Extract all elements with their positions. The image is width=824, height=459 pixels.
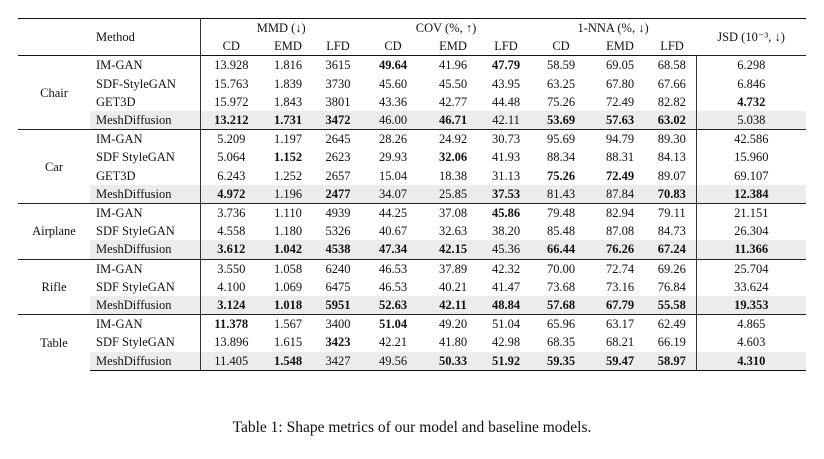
- best-value: 67.24: [657, 242, 686, 257]
- value-cell: 1.197: [262, 130, 314, 149]
- best-value: 5951: [325, 298, 351, 313]
- best-value: 50.33: [438, 353, 468, 368]
- value-cell: [424, 240, 482, 259]
- best-value: 51.92: [491, 353, 521, 368]
- value-cell: 42.77: [438, 94, 468, 109]
- best-value: 42.15: [438, 242, 468, 257]
- subcol-header: CD: [530, 37, 592, 56]
- value-cell: 31.13: [491, 168, 521, 183]
- best-value: 75.26: [546, 168, 576, 183]
- table-row: [18, 75, 806, 93]
- best-value: 42.11: [439, 298, 467, 313]
- value-cell: 30.73: [482, 130, 530, 149]
- value-cell: [592, 352, 648, 371]
- value-cell: 26.304: [734, 224, 769, 239]
- best-value: 1.152: [273, 150, 303, 165]
- subcol-header: LFD: [648, 37, 696, 56]
- value-cell: 67.66: [648, 75, 696, 93]
- value-cell: 82.94: [592, 204, 648, 223]
- value-cell: 46.53: [362, 259, 424, 278]
- value-cell: 45.36: [482, 240, 530, 259]
- table-caption: Table 1: Shape metrics of our model and baseline models.: [232, 419, 592, 436]
- group-header-cov: COV (%, ↑): [362, 19, 530, 38]
- value-cell: 6240: [314, 259, 362, 278]
- method-cell: SDF StyleGAN: [90, 278, 200, 296]
- value-cell: [648, 185, 696, 204]
- value-cell: 25.704: [696, 259, 806, 278]
- value-cell: 63.25: [546, 76, 576, 91]
- best-value: 70.83: [657, 186, 686, 201]
- value-cell: 15.972: [214, 94, 249, 109]
- value-cell: 87.08: [605, 224, 635, 239]
- table-row: [18, 315, 806, 334]
- best-value: 47.34: [378, 242, 408, 257]
- value-cell: 66.19: [648, 333, 696, 351]
- value-cell: 28.26: [362, 130, 424, 149]
- value-cell: [530, 352, 592, 371]
- table-row: [18, 352, 806, 371]
- best-value: 51.04: [378, 317, 408, 332]
- value-cell: 72.49: [605, 94, 635, 109]
- value-cell: 4.100: [217, 279, 246, 294]
- best-value: 32.06: [438, 150, 468, 165]
- method-cell: MeshDiffusion: [90, 185, 200, 204]
- table-row: [18, 148, 806, 166]
- value-cell: 1.839: [273, 76, 303, 91]
- category-label: Rifle: [18, 259, 90, 315]
- best-value: 52.63: [378, 298, 408, 313]
- value-cell: 72.74: [592, 259, 648, 278]
- value-cell: [200, 111, 262, 130]
- value-cell: [482, 352, 530, 371]
- best-value: 4.732: [737, 94, 766, 109]
- value-cell: 79.11: [648, 204, 696, 223]
- subcol-header: EMD: [424, 37, 482, 56]
- value-cell: [530, 111, 592, 130]
- value-cell: 42.98: [491, 335, 521, 350]
- value-cell: [314, 296, 362, 315]
- value-cell: 65.96: [530, 315, 592, 334]
- best-value: 59.47: [605, 353, 635, 368]
- method-cell: SDF StyleGAN: [90, 148, 200, 166]
- value-cell: 5326: [325, 224, 351, 239]
- best-value: 72.49: [605, 168, 635, 183]
- value-cell: [648, 240, 696, 259]
- value-cell: 15.960: [734, 150, 769, 165]
- value-cell: [696, 352, 806, 371]
- table-row: [18, 111, 806, 130]
- value-cell: 41.47: [491, 279, 521, 294]
- subcol-header: CD: [362, 37, 424, 56]
- jsd-header: JSD (10⁻³, ↓): [696, 19, 806, 56]
- value-cell: 63.17: [592, 315, 648, 334]
- value-cell: 41.80: [438, 335, 468, 350]
- best-value: 57.68: [546, 298, 576, 313]
- category-label: Airplane: [18, 204, 90, 260]
- best-value: 1.731: [273, 113, 303, 128]
- group-header-1nna: 1-NNA (%, ↓): [530, 19, 696, 38]
- value-cell: 3801: [325, 94, 351, 109]
- best-value: 67.79: [605, 298, 635, 313]
- value-cell: [592, 167, 648, 185]
- table-row: [18, 222, 806, 240]
- method-cell: IM-GAN: [90, 259, 200, 278]
- value-cell: 46.53: [378, 279, 408, 294]
- best-value: 37.53: [491, 186, 521, 201]
- value-cell: [424, 296, 482, 315]
- table-row: [18, 333, 806, 351]
- value-cell: 89.07: [648, 167, 696, 185]
- value-cell: 41.96: [424, 56, 482, 75]
- value-cell: [530, 240, 592, 259]
- value-cell: 68.35: [546, 335, 576, 350]
- value-cell: 1.069: [273, 279, 303, 294]
- value-cell: 42.32: [482, 259, 530, 278]
- method-cell: IM-GAN: [90, 204, 200, 223]
- value-cell: 37.89: [424, 259, 482, 278]
- best-value: 19.353: [734, 298, 769, 313]
- value-cell: 2657: [325, 168, 351, 183]
- value-cell: 45.50: [438, 76, 468, 91]
- best-value: 4.972: [217, 186, 246, 201]
- value-cell: 1.196: [262, 185, 314, 204]
- best-value: 13.212: [214, 113, 249, 128]
- method-cell: SDF StyleGAN: [90, 333, 200, 351]
- best-value: 1.042: [273, 242, 303, 257]
- value-cell: 4939: [314, 204, 362, 223]
- value-cell: 3400: [314, 315, 362, 334]
- value-cell: 24.92: [424, 130, 482, 149]
- table-row: [18, 240, 806, 259]
- value-cell: 5.038: [696, 111, 806, 130]
- value-cell: 51.04: [482, 315, 530, 334]
- value-cell: 13.896: [214, 335, 249, 350]
- table-row: [18, 185, 806, 204]
- value-cell: [362, 315, 424, 334]
- value-cell: [696, 240, 806, 259]
- value-cell: 3.550: [200, 259, 262, 278]
- best-value: 4538: [325, 242, 351, 257]
- header-row-groups: [18, 19, 806, 38]
- best-value: 49.64: [378, 58, 408, 73]
- best-value: 57.63: [605, 113, 635, 128]
- value-cell: 4.603: [737, 335, 766, 350]
- value-cell: 5.209: [200, 130, 262, 149]
- subcol-header: EMD: [592, 37, 648, 56]
- value-cell: [314, 333, 362, 351]
- best-value: 46.71: [438, 113, 468, 128]
- best-value: 1.018: [273, 298, 303, 313]
- value-cell: 88.34: [546, 150, 576, 165]
- best-value: 47.79: [491, 58, 521, 73]
- value-cell: 84.73: [648, 222, 696, 240]
- subcol-header: CD: [200, 37, 262, 56]
- subcol-header: LFD: [314, 37, 362, 56]
- method-cell: GET3D: [90, 167, 200, 185]
- value-cell: [200, 185, 262, 204]
- value-cell: 4.558: [217, 224, 246, 239]
- table-row: [18, 56, 806, 75]
- value-cell: [530, 296, 592, 315]
- value-cell: 89.30: [648, 130, 696, 149]
- category-label: Chair: [18, 56, 90, 130]
- value-cell: 1.110: [262, 204, 314, 223]
- method-cell: MeshDiffusion: [90, 240, 200, 259]
- value-cell: 34.07: [362, 185, 424, 204]
- value-cell: 2623: [325, 150, 351, 165]
- best-value: 55.58: [657, 298, 686, 313]
- value-cell: [262, 148, 314, 166]
- best-value: 63.02: [657, 113, 686, 128]
- value-cell: [262, 111, 314, 130]
- value-cell: [314, 240, 362, 259]
- value-cell: 44.25: [362, 204, 424, 223]
- value-cell: 33.624: [734, 279, 769, 294]
- value-cell: [362, 56, 424, 75]
- value-cell: 95.69: [530, 130, 592, 149]
- value-cell: [362, 240, 424, 259]
- best-value: 53.69: [546, 113, 576, 128]
- value-cell: 1.567: [262, 315, 314, 334]
- value-cell: 42.21: [378, 335, 408, 350]
- value-cell: 46.00: [362, 111, 424, 130]
- value-cell: 79.48: [530, 204, 592, 223]
- value-cell: [696, 93, 806, 111]
- value-cell: 69.26: [648, 259, 696, 278]
- value-cell: 38.20: [491, 224, 521, 239]
- value-cell: [482, 56, 530, 75]
- category-label: Car: [18, 130, 90, 204]
- value-cell: 3.736: [200, 204, 262, 223]
- best-value: 3.124: [217, 298, 246, 313]
- value-cell: [424, 352, 482, 371]
- value-cell: 6.298: [696, 56, 806, 75]
- method-cell: IM-GAN: [90, 315, 200, 334]
- value-cell: 41.93: [491, 150, 521, 165]
- value-cell: [648, 296, 696, 315]
- value-cell: [262, 240, 314, 259]
- method-cell: MeshDiffusion: [90, 296, 200, 315]
- value-cell: 21.151: [696, 204, 806, 223]
- value-cell: 1.843: [273, 94, 303, 109]
- method-cell: IM-GAN: [90, 56, 200, 75]
- value-cell: [362, 296, 424, 315]
- best-value: 11.378: [214, 317, 249, 332]
- value-cell: 84.13: [648, 148, 696, 166]
- value-cell: [592, 240, 648, 259]
- value-cell: 73.16: [605, 279, 635, 294]
- best-value: 58.97: [657, 353, 686, 368]
- value-cell: 45.60: [378, 76, 408, 91]
- table-row: [18, 259, 806, 278]
- table-row: [18, 167, 806, 185]
- value-cell: 62.49: [648, 315, 696, 334]
- value-cell: [424, 148, 482, 166]
- value-cell: [262, 296, 314, 315]
- value-cell: [482, 296, 530, 315]
- best-value: 2477: [325, 186, 351, 201]
- method-cell: MeshDiffusion: [90, 352, 200, 371]
- value-cell: 42.11: [482, 111, 530, 130]
- subcol-header: LFD: [482, 37, 530, 56]
- value-cell: 13.928: [200, 56, 262, 75]
- value-cell: [482, 204, 530, 223]
- value-cell: 58.59: [530, 56, 592, 75]
- best-value: 48.84: [491, 298, 521, 313]
- value-cell: 68.58: [648, 56, 696, 75]
- value-cell: [696, 296, 806, 315]
- value-cell: [696, 185, 806, 204]
- value-cell: [314, 111, 362, 130]
- method-cell: SDF-StyleGAN: [90, 75, 200, 93]
- value-cell: 69.05: [592, 56, 648, 75]
- category-label: Table: [18, 315, 90, 371]
- value-cell: 25.85: [424, 185, 482, 204]
- value-cell: 1.058: [262, 259, 314, 278]
- best-value: 4.310: [737, 353, 766, 368]
- value-cell: 88.31: [605, 150, 635, 165]
- value-cell: 43.36: [378, 94, 408, 109]
- value-cell: 3427: [314, 352, 362, 371]
- best-value: 45.86: [491, 206, 521, 221]
- value-cell: 76.84: [648, 278, 696, 296]
- group-header-mmd: MMD (↓): [200, 19, 362, 38]
- method-cell: GET3D: [90, 93, 200, 111]
- value-cell: 40.67: [378, 224, 408, 239]
- value-cell: 49.56: [362, 352, 424, 371]
- table-row: [18, 296, 806, 315]
- value-cell: [592, 111, 648, 130]
- value-cell: 4.865: [696, 315, 806, 334]
- method-cell: MeshDiffusion: [90, 111, 200, 130]
- value-cell: [648, 111, 696, 130]
- shape-metrics-table: [18, 18, 806, 371]
- best-value: 12.384: [734, 186, 769, 201]
- value-cell: 94.79: [592, 130, 648, 149]
- value-cell: [482, 185, 530, 204]
- value-cell: 15.763: [214, 76, 249, 91]
- value-cell: [530, 167, 592, 185]
- value-cell: 49.20: [424, 315, 482, 334]
- table-row: [18, 204, 806, 223]
- value-cell: 3615: [314, 56, 362, 75]
- method-cell: SDF StyleGAN: [90, 222, 200, 240]
- value-cell: 2645: [314, 130, 362, 149]
- best-value: 3472: [325, 113, 351, 128]
- value-cell: 81.43: [530, 185, 592, 204]
- value-cell: 43.95: [491, 76, 521, 91]
- best-value: 11.366: [734, 242, 769, 257]
- value-cell: 40.21: [438, 279, 468, 294]
- value-cell: 29.93: [378, 150, 408, 165]
- value-cell: 1.816: [262, 56, 314, 75]
- value-cell: 44.48: [491, 94, 521, 109]
- value-cell: 70.00: [530, 259, 592, 278]
- value-cell: 15.04: [378, 168, 408, 183]
- value-cell: 37.08: [424, 204, 482, 223]
- method-header: Method: [90, 19, 200, 56]
- table-row: [18, 130, 806, 149]
- value-cell: 1.252: [273, 168, 303, 183]
- value-cell: 82.82: [648, 93, 696, 111]
- value-cell: 69.107: [734, 168, 769, 183]
- value-cell: [314, 185, 362, 204]
- value-cell: [200, 240, 262, 259]
- value-cell: 6475: [325, 279, 351, 294]
- value-cell: [424, 111, 482, 130]
- value-cell: [592, 296, 648, 315]
- value-cell: [200, 315, 262, 334]
- value-cell: 85.48: [546, 224, 576, 239]
- value-cell: 67.80: [605, 76, 635, 91]
- table-row: [18, 93, 806, 111]
- table-row: [18, 278, 806, 296]
- value-cell: 73.68: [546, 279, 576, 294]
- value-cell: 18.38: [438, 168, 468, 183]
- best-value: 66.44: [546, 242, 576, 257]
- best-value: 3.612: [217, 242, 246, 257]
- value-cell: 11.405: [200, 352, 262, 371]
- best-value: 76.26: [605, 242, 635, 257]
- value-cell: 5.064: [217, 150, 246, 165]
- value-cell: 1.180: [273, 224, 303, 239]
- value-cell: 42.586: [696, 130, 806, 149]
- value-cell: 75.26: [546, 94, 576, 109]
- value-cell: 32.63: [438, 224, 468, 239]
- method-cell: IM-GAN: [90, 130, 200, 149]
- value-cell: [648, 352, 696, 371]
- best-value: 59.35: [546, 353, 576, 368]
- value-cell: [262, 352, 314, 371]
- subcol-header: EMD: [262, 37, 314, 56]
- value-cell: 87.84: [592, 185, 648, 204]
- value-cell: [200, 296, 262, 315]
- value-cell: 1.615: [273, 335, 303, 350]
- value-cell: 6.243: [217, 168, 246, 183]
- value-cell: 6.846: [737, 76, 766, 91]
- best-value: 3423: [325, 335, 351, 350]
- best-value: 1.548: [273, 353, 303, 368]
- value-cell: 3730: [325, 76, 351, 91]
- value-cell: 68.21: [605, 335, 635, 350]
